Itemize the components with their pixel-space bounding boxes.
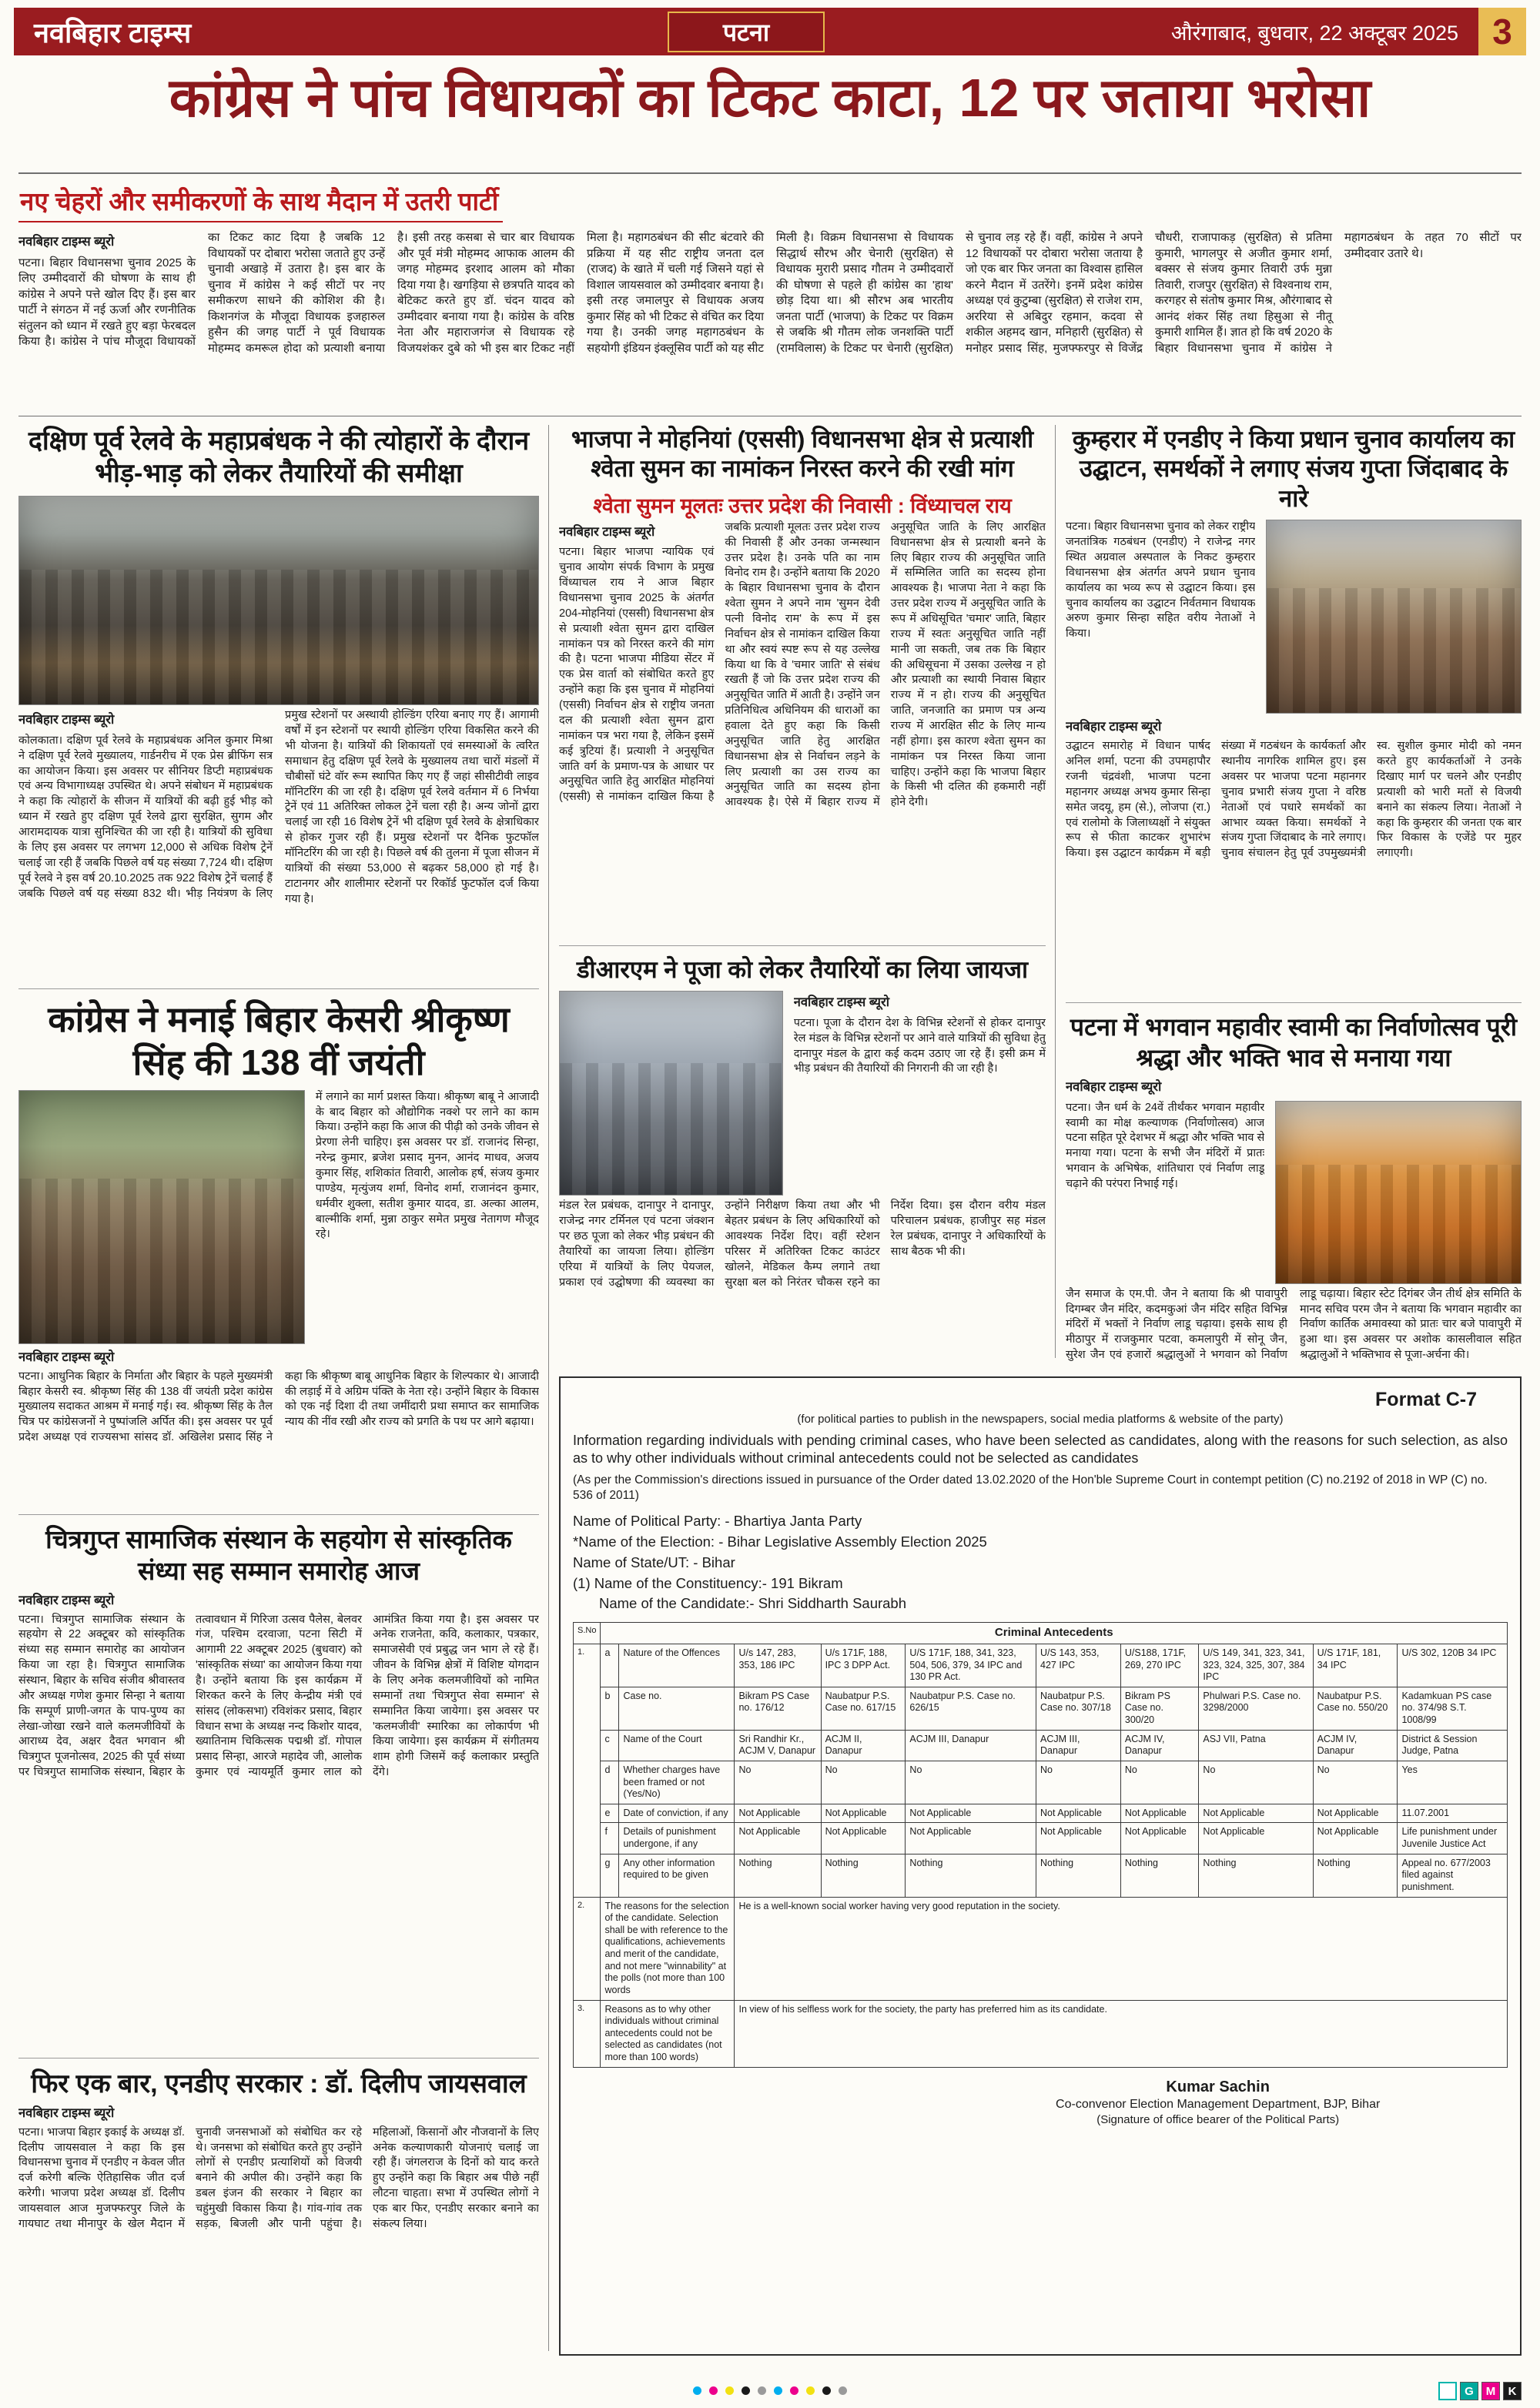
byline: नवबिहार टाइम्स ब्यूरो: [559, 524, 655, 539]
cell: He is a well-known social worker having very good reputation in the society.: [735, 1897, 1508, 2000]
article-mohania-nomination: [559, 425, 1046, 936]
cell: In view of his selfless work for the society, the party has preferred him as its candidate.: [735, 2000, 1508, 2067]
cell: No: [735, 1761, 821, 1804]
cell: Nothing: [735, 1854, 821, 1897]
article-mahavir-nirvanotsav: [1066, 1012, 1522, 1370]
color-patch-icon: M: [1481, 2382, 1500, 2400]
byline: नवबिहार टाइम्स ब्यूरो: [793, 995, 890, 1010]
cell: Not Applicable: [1120, 1823, 1199, 1854]
cell: Sri Randhir Kr., ACJM V, Danapur: [735, 1730, 821, 1761]
article-headline: चित्रगुप्त सामाजिक संस्थान के सहयोग से सांस्कृतिक संध्या सह सम्मान समारोह आज: [45, 1524, 512, 1585]
cell: U/s 147, 283, 353, 186 IPC: [735, 1644, 821, 1687]
divider: [18, 2058, 539, 2059]
cell: Nothing: [1199, 1854, 1313, 1897]
cell: Details of punishment undergone, if any: [619, 1823, 735, 1854]
cell: Naubatpur P.S. Case no. 626/15: [906, 1687, 1036, 1730]
signatory-name: Kumar Sachin: [1166, 2078, 1270, 2095]
cell: Yes: [1398, 1761, 1508, 1804]
article-body-text: पटना। आधुनिक बिहार के निर्माता और बिहार के पहले मुख्यमंत्री बिहार केसरी स्व. श्रीकृष्ण सिंह की 138 वीं जयंती प्रदेश कांग्रेस मुख्यालय सदाकत आश्रम में मनाई गई। स्व. श्रीकृष्ण सिंह के तैल चित्र पर कांग्रेसजनों ने पुष्पांजलि अर्पित की। इस अवसर पर पूर्व प्रदेश अध्यक्ष एवं राज्यसभा सांसद डॉ. अखिलेश प्रसाद सिंह ने कहा कि श्रीकृष्ण बाबू आधुनिक बिहार के शिल्पकार थे। आजादी की लड़ाई में वे अग्रिम पंक्ति के नेता रहे। उन्होंने बिहार के विकास को एक नई दिशा दी तथा जमींदारी प्रथा समाप्त कर सामाजिक न्याय की नींव रखी और राज्य को प्रगति के पथ पर आगे बढ़ाया।: [18, 1370, 539, 1444]
cell: U/S 171F, 188, 341, 323, 504, 506, 379, 34 IPC and 130 PR Act.: [906, 1644, 1036, 1687]
article-headline: कुम्हरार में एनडीए ने किया प्रधान चुनाव कार्यालय का उद्घाटन, समर्थकों ने लगाए संजय गुप्ता जिंदाबाद के नारे: [1072, 426, 1515, 512]
cell: Not Applicable: [1199, 1804, 1313, 1823]
article-headline: कांग्रेस ने मनाई बिहार केसरी श्रीकृष्ण सिंह की 138 वीं जयंती: [48, 999, 510, 1082]
byline: नवबिहार टाइम्स ब्यूरो: [1066, 720, 1162, 734]
cell: ACJM IV, Danapur: [1120, 1730, 1199, 1761]
divider: [1066, 1002, 1522, 1003]
article-kumhrar-office: [1066, 425, 1522, 993]
cell: Not Applicable: [1120, 1804, 1199, 1823]
cell: Not Applicable: [1313, 1804, 1398, 1823]
article-body-text: पटना। चित्रगुप्त सामाजिक संस्थान के सहयोग से 22 अक्टूबर को सांस्कृतिक संध्या सह सम्मान समारोह का आयोजन किया जा रहा है। चित्रगुप्त सामाजिक संस्थान, बिहार के सचिव संजीव श्रीवास्तव और अध्यक्ष गणेश कुमार सिन्हा ने बताया कि सम्पूर्ण प्राणी-जगत के पाप-पुण्य का लेखा-जोखा रखने वाले कलमजीवियों के आराध्य देव, अक्षर दैवत भगवान श्री चित्रगुप्त पूजनोत्सव, 2025 की पूर्व संध्या पर चित्रगुप्त सामाजिक संस्थान, बिहार के तत्वावधान में गिरिजा उत्सव पैलेस, बेलवर गंज, पश्चिम दरवाजा, पटना सिटी में आगामी 22 अक्टूबर 2025 (बुधवार) को 'सांस्कृतिक संध्या' का आयोजन किया गया है। उन्होंने बताया कि इस कार्यक्रम में शिरकत करने के लिए केन्द्रीय मंत्री एवं सांसद (लोकसभा) रविशंकर प्रसाद, बिहार विधान सभा के अध्यक्ष नन्द किशोर यादव, ख्यातिनाम चिकित्सक पद्मश्री डॉ. गोपाल प्रसाद सिन्हा, आरजे महादेव जी, आलोक कुमार एवं न्यायमूर्ति कुमार लाल को आमंत्रित किया गया है। इस अवसर पर अनेक राजनेता, कवि, कलाकार, पत्रकार, समाजसेवी एवं प्रबुद्ध जन भाग ले रहे हैं। जीवन के विभिन्न क्षेत्रों में विशिष्ट योगदान के लिए अनेक कलमजीवियों को नामित सम्मानों तथा 'चित्रगुप्त सेवा सम्मान' से सम्मानित किया जायेगा। इस अवसर पर 'कलमजीवी' स्मारिका का लोकार्पण भी किया जायेगा। इस कार्यक्रम में संगीतमय शाम होगी जिसमें कई कलाकार प्रस्तुति देंगे।: [18, 1613, 539, 1779]
cell: U/S 149, 341, 323, 341, 323, 324, 325, 307, 384 IPC: [1199, 1644, 1313, 1687]
right-column: [1066, 425, 1522, 1370]
cell: ACJM III, Danapur: [1036, 1730, 1121, 1761]
candidate-line: Name of the Candidate:- Shri Siddharth Saurabh: [599, 1595, 907, 1612]
article-body-text: कोलकाता। दक्षिण पूर्व रेलवे के महाप्रबंधक अनिल कुमार मिश्रा ने दक्षिण पूर्व रेलवे मुख्यालय, गार्डनरीच में एक प्रेस ब्रीफिंग सत्र का आयोजन किया। इस अवसर पर सीनियर डिप्टी महाप्रबंधक एवं अन्य विभागाध्यक्ष उपस्थित थे। अपने संबोधन में महाप्रबंधक ने कहा कि त्योहारों के सीजन में यात्रियों की बढ़ी हुई भीड़ को ध्यान में रखते हुए दक्षिण पूर्व रेलवे द्वारा सुरक्षित, सुगम और आरामदायक यात्रा सुनिश्चित की जा रही है। यात्रियों की सुविधा के लिए इस अवसर पर लगभग 12,000 से अधिक विशेष ट्रेनें चलाई जा रही हैं जबकि पिछले वर्ष यह संख्या 7,724 थी। दक्षिण पूर्व रेलवे ने इस वर्ष 20.10.2025 तक 922 विशेष ट्रेनें चलाई हैं जबकि पिछले वर्ष यह संख्या 832 थी। भीड़ नियंत्रण के लिए प्रमुख स्टेशनों पर अस्थायी होल्डिंग एरिया बनाए गए हैं। आगामी वर्षों में इन स्टेशनों पर स्थायी होल्डिंग एरिया विकसित करने की भी योजना है। यात्रियों की शिकायतों एवं समस्याओं के त्वरित समाधान हेतु दक्षिण पूर्व रेलवे के मुख्यालय तथा चारों मंडलों में चौबीसों घंटे वॉर रूम स्थापित किए गए हैं जहां सीसीटीवी लाइव मॉनिटरिंग की जा रही है। दक्षिण पूर्व रेलवे वर्तमान में 6 निर्भया ट्रेनें एवं 11 अतिरिक्त लोकल ट्रेनें चला रही है। अन्य जोनों द्वारा चलाई जा रही 16 विशेष ट्रेनें भी दक्षिण पूर्व रेलवे के क्षेत्राधिकार से होकर गुजर रही हैं। प्रमुख स्टेशनों पर दैनिक फुटफॉल मॉनिटरिंग की जा रही है। पिछले वर्ष की तुलना में पूजा सीजन में यात्रियों की संख्या 53,000 से बढ़कर 58,000 हो गई है। टाटानगर और शालीमार स्टेशनों पर रिकॉर्ड फुटफॉल दर्ज किया गया है।: [18, 709, 539, 905]
article-railway-review: [18, 425, 539, 979]
cell: The reasons for the selection of the candidate. Selection shall be with reference to the qualifications, achievements and merit of the candidate, and not mere "winnability" at the polls (not more than 100 words: [601, 1897, 735, 2000]
cell: ACJM II, Danapur: [821, 1730, 906, 1761]
article-headline: फिर एक बार, एनडीए सरकार : डॉ. दिलीप जायसवाल: [31, 2069, 527, 2099]
cell: Not Applicable: [735, 1823, 821, 1854]
edition-label: पटना: [668, 12, 825, 52]
cell: Not Applicable: [821, 1823, 906, 1854]
cell: Name of the Court: [619, 1730, 735, 1761]
cell: No: [821, 1761, 906, 1804]
page-number: 3: [1478, 8, 1526, 55]
media-row: [1066, 1101, 1522, 1284]
byline: नवबिहार टाइम्स ब्यूरो: [1066, 1079, 1162, 1094]
railway-meeting-photo: [18, 496, 539, 705]
article-lede: पटना। जैन धर्म के 24वें तीर्थंकर भगवान महावीर स्वामी का मोक्ष कल्याणक (निर्वाणोत्सव) आज पटना सहित पूरे देशभर में श्रद्धा और भक्ति भाव से मनाया गया। पटना के सभी जैन मंदिरों में प्रातः भगवान के अभिषेक, शांतिधारा एवं निर्वाण लाडू चढ़ाने की परंपरा निभाई गई।: [1066, 1101, 1265, 1190]
byline: नवबिहार टाइम्स ब्यूरो: [18, 1349, 115, 1364]
format-c7-intro: Information regarding individuals with pending criminal cases, who have been selected as candidates, along with the reasons for such selection, as also as to why other individuals without criminal antecedents could not be selected as candidates: [573, 1433, 1508, 1467]
table-row: [574, 1854, 1508, 1897]
color-patch-icon: K: [1503, 2382, 1522, 2400]
cell: U/S 143, 353, 427 IPC: [1036, 1644, 1121, 1687]
cell: Whether charges have been framed or not (Yes/No): [619, 1761, 735, 1804]
article-body-text: जैन समाज के एम.पी. जैन ने बताया कि श्री पावापुरी दिगम्बर जैन मंदिर, कदमकुआं जैन मंदिर सहित विभिन्न मंदिरों में भक्तों ने निर्वाण लाडू चढ़ाया। इसके साथ ही मीठापुर में राजकुमार पटवा, कमलापुरी में सोनू जैन, सुरेश जैन एवं हजारों श्रद्धालुओं ने भगवान को निर्वाण लाडू चढ़ाया। बिहार स्टेट दिगंबर जैन तीर्थ क्षेत्र समिति के मानद सचिव परम जैन ने बताया कि भगवान महावीर का निर्वाण कार्तिक अमावस्या को प्रातः चार बजे पावापुरी में हुआ था। इस अवसर पर अशोक कासलीवाल सहित श्रद्धालुओं ने भक्तिभाव से पूजा-अर्चना की।: [1066, 1287, 1522, 1362]
cell: b: [601, 1687, 619, 1730]
divider: [559, 945, 1046, 946]
cell: U/S 302, 120B 34 IPC: [1398, 1644, 1508, 1687]
cell: Case no.: [619, 1687, 735, 1730]
cell: c: [601, 1730, 619, 1761]
drm-station-photo: [559, 991, 783, 1196]
media-row: [1066, 520, 1522, 714]
article-body-text: पटना। भाजपा बिहार इकाई के अध्यक्ष डॉ. दिलीप जायसवाल ने कहा कि इस विधानसभा चुनाव में एनडीए न केवल जीत दर्ज करेगी बल्कि ऐतिहासिक जीत दर्ज करेगी। भाजपा प्रदेश अध्यक्ष डॉ. दिलीप जायसवाल आज मुजफ्फरपुर जिले के गायघाट तथा मीनापुर के खेल मैदान में चुनावी जनसभाओं को संबोधित कर रहे थे। जनसभा को संबोधित करते हुए उन्होंने लोगों से एनडीए प्रत्याशियों को विजयी बनाने की अपील की। उन्होंने कहा कि डबल इंजन की सरकार ने बिहार का चहुंमुखी विकास किया है। गांव-गांव तक सड़क, बिजली और पानी पहुंचा है। महिलाओं, किसानों और नौजवानों के लिए अनेक कल्याणकारी योजनाएं चलाई जा रही हैं। जंगलराज के दिनों को याद करते हुए उन्होंने कहा कि बिहार अब पीछे नहीं लौटना चाहता। सभा में उपस्थित लोगों ने एक बार फिर, एनडीए सरकार बनाने का संकल्प लिया।: [18, 2125, 539, 2230]
article-chitragupta-event: [18, 1524, 539, 2048]
mahavir-monks-photo: [1275, 1101, 1522, 1284]
cell: d: [601, 1761, 619, 1804]
article-drm-inspection: [559, 955, 1046, 1314]
lead-headline: कांग्रेस ने पांच विधायकों का टिकट काटा, 12 पर जताया भरोसा: [169, 68, 1371, 128]
divider: [18, 172, 1522, 174]
table-row: [574, 1823, 1508, 1854]
format-c7-tag: Format C-7: [1375, 1389, 1477, 1410]
article-headline: भाजपा ने मोहनियां (एससी) विधानसभा क्षेत्र से प्रत्याशी श्वेता सुमन का नामांकन निरस्त करने की रखी मांग: [571, 426, 1034, 483]
cell: 1.: [574, 1644, 601, 1897]
criminal-antecedents-table: [573, 1622, 1508, 2068]
article-headline: पटना में भगवान महावीर स्वामी का निर्वाणोत्सव पूरी श्रद्धा और भक्ति भाव से मनाया गया: [1070, 1013, 1518, 1072]
cell: No: [1036, 1761, 1121, 1804]
cell: Naubatpur P.S. Case no. 617/15: [821, 1687, 906, 1730]
cell: f: [601, 1823, 619, 1854]
article-nda-jaiswal: [18, 2068, 539, 2366]
kumhrar-inauguration-photo: [1266, 520, 1522, 714]
cell: Phulwari P.S. Case no. 3298/2000: [1199, 1687, 1313, 1730]
article-body-text: मंडल रेल प्रबंधक, दानापुर ने दानापुर, राजेन्द्र नगर टर्मिनल एवं पटना जंक्शन पर छठ पूजा को लेकर भीड़ प्रबंधन की तैयारियों का जायजा लिया। होल्डिंग एरिया में यात्रियों के लिए पेयजल, प्रकाश एवं उद्घोषणा की व्यवस्था का उन्होंने निरीक्षण किया तथा और भी बेहतर प्रबंधन के लिए अधिकारियों को आवश्यक निर्देश दिए। वहीं स्टेशन परिसर में अतिरिक्त टिकट काउंटर खोलने, मेडिकल कैम्प लगाने तथा सुरक्षा बल को निरंतर चौकस रहने का निर्देश दिया। इस दौरान वरीय मंडल परिचालन प्रबंधक, हाजीपुर सह मंडल रेल प्रबंधक, दानापुर ने अधिकारियों के साथ बैठक भी की।: [559, 1199, 1046, 1289]
cell: Not Applicable: [1036, 1823, 1121, 1854]
column-divider: [548, 425, 549, 2351]
cell: U/S188, 171F, 269, 270 IPC: [1120, 1644, 1199, 1687]
cell: Any other information required to be given: [619, 1854, 735, 1897]
cell: 2.: [574, 1897, 601, 2000]
table-row: [574, 2000, 1508, 2067]
article-body: [18, 1370, 539, 1505]
table-title: Criminal Antecedents: [601, 1623, 1508, 1644]
sno-header: S.No: [574, 1623, 601, 1644]
cell: Not Applicable: [1313, 1823, 1398, 1854]
format-c7-order-reference: (As per the Commission's directions issued in pursuance of the Order dated 13.02.2020 of the Hon'ble Supreme Court in contempt petition (C) no.2192 of 2018 in WP (C) no. 536 of 2011): [573, 1473, 1488, 1502]
article-body: [1066, 1287, 1522, 1370]
divider: [18, 1514, 539, 1515]
table-row: [574, 1761, 1508, 1804]
signature-block: [928, 2079, 1508, 2126]
cell: e: [601, 1804, 619, 1823]
middle-column: [559, 425, 1046, 1370]
left-column: [18, 425, 539, 2365]
cell: g: [601, 1854, 619, 1897]
cell: Not Applicable: [735, 1804, 821, 1823]
cell: Not Applicable: [1199, 1823, 1313, 1854]
cell: Bikram PS Case no. 176/12: [735, 1687, 821, 1730]
paper-name: नवबिहार टाइम्स: [34, 16, 192, 48]
column-divider: [1055, 425, 1056, 1358]
byline: नवबिहार टाइम्स ब्यूरो: [18, 235, 115, 249]
table-row: [574, 1687, 1508, 1730]
article-headline: दक्षिण पूर्व रेलवे के महाप्रबंधक ने की त्योहारों के दौरान भीड़-भाड़ को लेकर तैयारियों की समीक्षा: [28, 426, 530, 489]
cell: ASJ VII, Patna: [1199, 1730, 1313, 1761]
cell: 11.07.2001: [1398, 1804, 1508, 1823]
cell: Naubatpur P.S. Case no. 550/20: [1313, 1687, 1398, 1730]
cell: a: [601, 1644, 619, 1687]
cell: No: [906, 1761, 1036, 1804]
dateline: औरंगाबाद, बुधवार, 22 अक्टूबर 2025: [1170, 21, 1459, 45]
media-row: [559, 991, 1046, 1196]
registration-dots: [693, 2386, 847, 2395]
media-row: [18, 1090, 539, 1344]
divider: [18, 988, 539, 989]
cell: Reasons as to why other individuals without criminal antecedents could not be selected as candidates (not more than 100 words): [601, 2000, 735, 2067]
article-body: [18, 2125, 539, 2365]
table-row: [574, 1897, 1508, 2000]
color-patch-icon: [1438, 2382, 1457, 2400]
cell: Kadamkuan PS case no. 374/98 S.T. 1008/99: [1398, 1687, 1508, 1730]
cell: Appeal no. 677/2003 filed against punishment.: [1398, 1854, 1508, 1897]
color-patch-icon: G: [1460, 2382, 1478, 2400]
article-body: [18, 1613, 539, 2048]
constituency-line: (1) Name of the Constituency:- 191 Bikram: [573, 1574, 843, 1591]
cell: Nothing: [821, 1854, 906, 1897]
election-name-line: *Name of the Election: - Bihar Legislative Assembly Election 2025: [573, 1533, 987, 1550]
cell: Nothing: [906, 1854, 1036, 1897]
cell: 3.: [574, 2000, 601, 2067]
article-lede: पटना। बिहार विधानसभा चुनाव को लेकर राष्ट्रीय जनतांत्रिक गठबंधन (एनडीए) ने राजेन्द्र नगर स्थित अग्रवाल अस्पताल के निकट कुम्हरार विधानसभा क्षेत्र अंतर्गत अपने प्रधान चुनाव कार्यालय का भव्य रूप से उद्घाटन किया। इस चुनाव कार्यालय का उद्घाटन निर्वतमान विधायक अरुण कुमार सिन्हा सहित वरीय नेताओं ने किया।: [1066, 520, 1256, 640]
lead-subhead: नए चेहरों और समीकरणों के साथ मैदान में उतरी पार्टी: [18, 183, 503, 222]
cell: U/S 171F, 181, 34 IPC: [1313, 1644, 1398, 1687]
cell: ACJM IV, Danapur: [1313, 1730, 1398, 1761]
article-body-text: में लगाने का मार्ग प्रशस्त किया। श्रीकृष्ण बाबू ने आजादी के बाद बिहार को औद्योगिक नक्शे पर लाने का काम किया। उन्होंने कहा कि आज की पीढ़ी को उनके जीवन से प्रेरणा लेनी चाहिए। इस अवसर पर डॉ. राजानंद सिन्हा, नरेन्द्र कुमार, ब्रजेश प्रसाद मुनन, आनंद माधव, अजय कुमार सिंह, शशिकांत तिवारी, आलोक हर्ष, संजय कुमार पाण्डेय, मृत्युंजय शर्मा, विनोद शर्मा, राजानंदन कुमार, धर्मवीर शुक्ला, सतीश कुमार यादव, डा. अल्का आलम, बाल्मीकि शर्मा, मुन्ना ठाकुर समेत प्रमुख नेतागण मौजूद रहे।: [315, 1090, 539, 1241]
page-footer: [18, 2382, 1522, 2402]
article-subhead: श्वेता सुमन मूलतः उत्तर प्रदेश की निवासी : विंध्याचल राय: [593, 493, 1012, 517]
cell: Not Applicable: [1036, 1804, 1121, 1823]
article-body: [1066, 739, 1522, 993]
masthead: [14, 8, 1526, 55]
signatory-note: (Signature of office bearer of the Political Parts): [1096, 2112, 1340, 2126]
table-title-row: [574, 1623, 1508, 1644]
cell: Not Applicable: [906, 1804, 1036, 1823]
jayanti-group-photo: [18, 1090, 305, 1344]
cell: District & Session Judge, Patna: [1398, 1730, 1508, 1761]
cell: No: [1199, 1761, 1313, 1804]
cell: Not Applicable: [821, 1804, 906, 1823]
article-body-text: उद्घाटन समारोह में विधान पार्षद अनिल शर्मा, पटना की उपमहापौर रजनी चंद्रवंशी, भाजपा पटना महानगर अध्यक्ष अभय कुमार सिन्हा समेत जदयू, हम (से.), लोजपा (रा.) एवं रालोमो के जिलाध्यक्षों ने संयुक्त रूप से फीता काटकर शुभारंभ किया। इस उद्घाटन कार्यक्रम में बड़ी संख्या में गठबंधन के कार्यकर्ता और स्थानीय नागरिक शामिल हुए। इस अवसर पर भाजपा पटना महानगर चुनाव प्रभारी संजय गुप्ता ने वरिष्ठ नेताओं एवं पधारे समर्थकों का आभार व्यक्त किया। समर्थकों ने संजय गुप्ता जिंदाबाद के नारे लगाए। चुनाव संचालन हेतु पूर्व उपमुख्यमंत्री स्व. सुशील कुमार मोदी को नमन करते हुए कार्यकर्ताओं ने उनके दिखाए मार्ग पर चलने और एनडीए प्रत्याशी को भारी मतों से विजयी बनाने का संकल्प लिया। नेताओं ने कहा कि कुम्हरार की जनता एक बार फिर विकास के एजेंडे पर मुहर लगाएगी।: [1066, 740, 1522, 860]
cell: Naubatpur P.S. Case no. 307/18: [1036, 1687, 1121, 1730]
table-row: [574, 1804, 1508, 1823]
format-c7-note: (for political parties to publish in the newspapers, social media platforms & website of the party): [797, 1413, 1284, 1426]
byline: नवबिहार टाइम्स ब्यूरो: [18, 2105, 115, 2120]
cell: Not Applicable: [906, 1823, 1036, 1854]
cell: Nothing: [1036, 1854, 1121, 1897]
table-row: [574, 1644, 1508, 1687]
article-body: [18, 708, 539, 979]
article-body-text: पटना। पूजा के दौरान देश के विभिन्न स्टेशनों से होकर दानापुर रेल मंडल के विभिन्न स्टेशनों पर आने वाले यात्रियों की सुविधा हेतु दानापुर मंडल के द्वारा कई कदम उठाए जा रहे हैं। इसी क्रम में भीड़ प्रबंधन की तैयारियों की निगरानी की जा रही है।: [793, 1016, 1046, 1075]
article-headline: डीआरएम ने पूजा को लेकर तैयारियों का लिया जायजा: [576, 955, 1029, 983]
article-body-text: पटना। बिहार भाजपा न्यायिक एवं चुनाव आयोग संपर्क विभाग के प्रमुख विंध्याचल राय ने आज बिहार विधानसभा चुनाव 2025 के अंतर्गत 204-मोहनियां (एससी) विधानसभा क्षेत्र से प्रत्याशी श्वेता सुमन द्वारा दाखिल नामांकन पत्र को निरस्त करने की मांग की है। पटना भाजपा मीडिया सेंटर में एक प्रेस वार्ता को संबोधित करते हुए उन्होंने कहा कि इस चुनाव में मोहनियां (एससी) निर्वाचन क्षेत्र से राष्ट्रीय जनता दल की प्रत्याशी श्वेता सुमन द्वारा नामांकन पत्र भरा गया है, लेकिन इसमें कई त्रुटियां हैं। प्रत्याशी ने अनुसूचित जाति वर्ग के प्रमाण-पत्र के आधार पर अनुसूचित जाति हेतु आरक्षित मोहनियां (एससी) से नामांकन दाखिल किया है जबकि प्रत्याशी मूलतः उत्तर प्रदेश राज्य की निवासी हैं और उनका जन्मस्थान उत्तर प्रदेश है। उनके पति का नाम विनोद राम है। उन्होंने बताया कि 2020 के बिहार विधानसभा चुनाव के दौरान श्वेता सुमन ने अपने नाम 'सुमन देवी पत्नी विनोद राम' के रूप में इस निर्वाचन क्षेत्र से नामांकन दाखिल किया था और स्वयं स्पष्ट रूप से यह उल्लेख किया था कि वे 'चमार जाति' से संबंध रखती हैं जो कि उत्तर प्रदेश राज्य की अनुसूचित जाति में आती है। उन्होंने जन प्रतिनिधित्व अधिनियम की धाराओं का हवाला देते हुए कहा कि किसी अनुसूचित जाति हेतु आरक्षित विधानसभा क्षेत्र से निर्वाचन लड़ने के लिए प्रत्याशी का उस राज्य का अनुसूचित जाति का सदस्य होना आवश्यक है। ऐसे में बिहार राज्य में अनुसूचित जाति के लिए आरक्षित विधानसभा क्षेत्र से प्रत्याशी बनने के लिए बिहार राज्य की अनुसूचित जाति में सम्मिलित जाति का सदस्य होना आवश्यक है। भाजपा नेता ने कहा कि उत्तर प्रदेश राज्य में अनुसूचित जाति के रूप में अधिसूचित 'चमार' जाति, बिहार राज्य में स्वतः अनुसूचित जाति नहीं मानी जा सकती, जब तक कि बिहार की अधिसूचना में उसका उल्लेख न हो और प्रत्याशी का स्थायी निवास बिहार राज्य में न हो। राज्य की अनुसूचित जाति, जनजाति का प्रमाण पत्र अन्य राज्य में आरक्षित सीट के लिए मान्य नहीं होगा। इस कारण श्वेता सुमन का नामांकन पत्र निरस्त किया जाना चाहिए। उन्होंने कहा कि भाजपा बिहार के किसी भी दलित की हकमारी नहीं होने देगी।: [559, 520, 1046, 809]
cell: Nothing: [1120, 1854, 1199, 1897]
cell: No: [1120, 1761, 1199, 1804]
cell: Date of conviction, if any: [619, 1804, 735, 1823]
cell: Life punishment under Juvenile Justice Act: [1398, 1823, 1508, 1854]
cell: Bikram PS Case no. 300/20: [1120, 1687, 1199, 1730]
signatory-title: Co-convenor Election Management Department, BJP, Bihar: [1056, 2097, 1381, 2111]
cell: Nothing: [1313, 1854, 1398, 1897]
format-c7-disclosure: [559, 1376, 1522, 2356]
article-lede: [794, 991, 1046, 1196]
print-color-marks: [1438, 2382, 1522, 2400]
state-name-line: Name of State/UT: - Bihar: [573, 1553, 735, 1570]
cell: U/s 171F, 188, IPC 3 DPP Act.: [821, 1644, 906, 1687]
article-body: [559, 520, 1046, 936]
cell: No: [1313, 1761, 1398, 1804]
lead-story: [18, 183, 1522, 411]
article-body: [559, 1199, 1046, 1314]
table-row: [574, 1730, 1508, 1761]
lead-body-text: पटना। बिहार विधानसभा चुनाव 2025 के लिए उम्मीदवारों की घोषणा के साथ ही कांग्रेस ने अपने पत्ते खोल दिए हैं। इस बार पार्टी ने संगठन में नई ऊर्जा और रणनीतिक संतुलन को ध्यान में रखते हुए बड़ा फेरबदल किया है। कांग्रेस ने पांच मौजूदा विधायकों का टिकट काट दिया है जबकि 12 विधायकों पर दोबारा भरोसा जताते हुए उन्हें चुनावी अखाड़े में उतारा है। इस बार के चुनाव में कांग्रेस ने कई सीटों पर नए समीकरण साधने की कोशिश की है। किशनगंज के मौजूदा विधायक इजहारुल हुसैन की जगह पार्टी ने पूर्व विधायक मोहम्मद कमरूल होदा को प्रत्याशी बनाया है। इसी तरह कसबा से चार बार विधायक और पूर्व मंत्री मोहम्मद आफाक आलम की जगह मोहम्मद इरशाद आलम को मौका दिया गया है। खगड़िया से छत्रपति यादव को बेटिकट करते हुए डॉ. चंदन यादव को उम्मीदवार बनाया गया है। कांग्रेस के वरिष्ठ नेता और महाराजगंज से विधायक रहे विजयशंकर दुबे को भी इस बार टिकट नहीं मिला है। महागठबंधन की सीट बंटवारे की प्रक्रिया में यह सीट राष्ट्रीय जनता दल (राजद) के खाते में चली गई जिसने यहां से विशाल जायसवाल को उम्मीदवार बनाया है। इसी तरह जमालपुर से विधायक अजय कुमार सिंह को भी टिकट से वंचित कर दिया गया है। उनकी जगह महागठबंधन के सहयोगी इंडियन इंक्लूसिव पार्टी को यह सीट मिली है। विक्रम विधानसभा से विधायक सिद्धार्थ सौरभ और चेनारी (सुरक्षित) से विधायक मुरारी प्रसाद गौतम ने उम्मीदवारों की घोषणा से पहले ही कांग्रेस का 'हाथ' छोड़ दिया था। श्री सौरभ अब भारतीय जनता पार्टी (भाजपा) के टिकट पर विक्रम से जबकि श्री गौतम लोक जनशक्ति पार्टी (रामविलास) के टिकट पर चेनारी (सुरक्षित) से चुनाव लड़ रहे हैं। वहीं, कांग्रेस ने अपने 12 विधायकों पर दोबारा भरोसा जताया है जो एक बार फिर जनता का विश्वास हासिल करने मैदान में उतरेंगे। इनमें प्रदेश कांग्रेस अध्यक्ष एवं कुटुम्बा (सुरक्षित) से राजेश राम, अररिया से अबिदुर रहमान, कदवा से शकील अहमद खान, मनिहारी (सुरक्षित) से मनोहर प्रसाद सिंह, मुजफ्फरपुर से विजेंद्र चौधरी, राजापाकड़ (सुरक्षित) से प्रतिमा कुमारी, भागलपुर से अजीत कुमार शर्मा, बक्सर से संजय कुमार तिवारी उर्फ मुन्ना तिवारी, राजपुर (सुरक्षित) से विश्वनाथ राम, करगहर से संतोष कुमार मिश्र, औरंगाबाद से आनंद शंकर सिंह तथा हिसुआ से नीतू कुमारी शामिल हैं। ज्ञात हो कि वर्ष 2020 के बिहार विधानसभा चुनाव में कांग्रेस ने महागठबंधन के तहत 70 सीटों पर उम्मीदवार उतारे थे।: [18, 231, 1522, 355]
byline: नवबिहार टाइम्स ब्यूरो: [18, 1593, 115, 1607]
cell: Nature of the Offences: [619, 1644, 735, 1687]
party-name-line: Name of Political Party: - Bhartiya Janta Party: [573, 1513, 862, 1530]
lead-body-columns: [18, 230, 1522, 409]
cell: ACJM III, Danapur: [906, 1730, 1036, 1761]
byline: नवबिहार टाइम्स ब्यूरो: [18, 713, 115, 727]
article-shrikrishna-jayanti: [18, 998, 539, 1504]
